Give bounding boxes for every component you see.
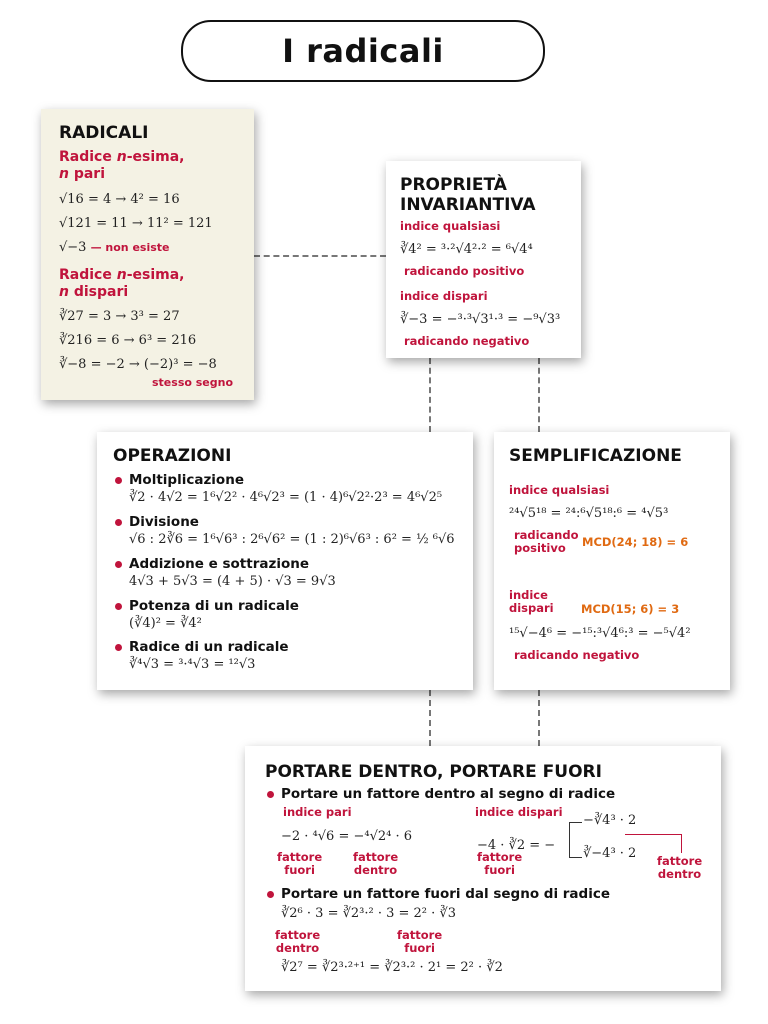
op-label-power: Potenza di un radicale xyxy=(113,598,463,615)
portare-label-pari: indice pari xyxy=(283,805,352,819)
portare-bullet-dentro: Portare un fattore dentro al segno di radice xyxy=(265,786,615,803)
portare-card xyxy=(245,746,721,991)
semplificazione-heading: SEMPLIFICAZIONE xyxy=(509,446,682,466)
proprieta-heading-line2: INVARIANTIVA xyxy=(400,195,536,215)
proprieta-heading-line1: PROPRIETÀ xyxy=(400,175,507,195)
odd-title-n: n xyxy=(116,267,127,283)
semp-positivo-line2: positivo xyxy=(514,541,566,555)
even-sub: pari xyxy=(68,166,106,182)
portare-fuori-1-line2: fuori xyxy=(284,863,315,877)
semp-mcd-1: MCD(24; 18) = 6 xyxy=(582,535,689,549)
proprieta-label-negativo: radicando negativo xyxy=(404,334,530,348)
op-formula-multiplication: ∛2 · 4√2 = 1⁶√2² · 4⁶√2³ = (1 · 4)⁶√2²·2³ = 4⁶√2⁵ xyxy=(129,490,443,505)
radicali-heading: RADICALI xyxy=(59,123,149,143)
semp-label-positivo xyxy=(514,529,579,555)
stesso-segno-note: stesso segno xyxy=(152,376,234,389)
portare-fuori-2-line2: fuori xyxy=(484,863,515,877)
semp-label-qualsiasi: indice qualsiasi xyxy=(509,483,610,497)
op-formula-root: ∛⁴√3 = ³·⁴√3 = ¹²√3 xyxy=(129,657,256,672)
connector-proprieta-semplificazione xyxy=(538,358,540,432)
portare-eq-dispari-top: −∛4³ · 2 xyxy=(583,813,637,828)
op-label-division: Divisione xyxy=(113,514,463,531)
portare-fuori-3-line2: fuori xyxy=(404,941,435,955)
op-label-addition: Addizione e sottrazione xyxy=(113,556,463,573)
connector-radicali-proprieta xyxy=(254,255,386,257)
op-item-power xyxy=(113,598,463,633)
portare-dentro-connector xyxy=(625,834,682,853)
page-title: I radicali xyxy=(282,32,444,70)
portare-label-dentro-2 xyxy=(657,855,702,881)
portare-heading: PORTARE DENTRO, PORTARE FUORI xyxy=(265,762,602,782)
op-item-division xyxy=(113,514,463,549)
radicali-example-2: √121 = 11 → 11² = 121 xyxy=(59,216,213,231)
semp-positivo-line1: radicando xyxy=(514,528,579,542)
radicali-card xyxy=(41,109,254,400)
proprieta-label-qualsiasi: indice qualsiasi xyxy=(400,219,501,233)
even-title-n: n xyxy=(116,149,127,165)
even-title-b: -esima, xyxy=(126,149,185,165)
portare-dentro-3-line2: dentro xyxy=(275,941,320,955)
op-formula-power: (∛4)² = ∛4² xyxy=(129,616,202,631)
portare-fuori-1-line1: fattore xyxy=(277,850,323,864)
proprieta-equation-1: ∛4² = ³·²√4²·² = ⁶√4⁴ xyxy=(400,242,533,257)
radicali-example-1: √16 = 4 → 4² = 16 xyxy=(59,192,180,207)
portare-label-fuori-3 xyxy=(397,929,442,955)
portare-label-fuori-2 xyxy=(477,851,522,877)
odd-title-b: -esima, xyxy=(126,267,185,283)
even-root-title xyxy=(59,149,184,183)
op-item-addition xyxy=(113,556,463,591)
proprieta-heading xyxy=(400,175,536,215)
radicali-example-3-eq: √−3 xyxy=(59,240,87,255)
portare-brace xyxy=(569,822,582,858)
op-item-root xyxy=(113,639,463,674)
portare-label-dentro-3 xyxy=(275,929,320,955)
odd-sub-n: n xyxy=(59,284,69,300)
even-sub-n: n xyxy=(59,166,69,182)
radicali-example-4: ∛27 = 3 → 3³ = 27 xyxy=(59,309,180,324)
portare-dentro-1-line2: dentro xyxy=(353,863,398,877)
portare-dentro-2-line2: dentro xyxy=(657,867,702,881)
portare-dentro-3-line1: fattore xyxy=(275,928,321,942)
non-esiste-note: — non esiste xyxy=(90,241,170,254)
operazioni-card xyxy=(97,432,473,690)
portare-eq-out-1: ∛2⁶ · 3 = ∛2³·² · 3 = 2² · ∛3 xyxy=(281,906,456,921)
semp-equation-1: ²⁴√5¹⁸ = ²⁴:⁶√5¹⁸:⁶ = ⁴√5³ xyxy=(509,506,669,521)
op-formula-addition: 4√3 + 5√3 = (4 + 5) · √3 = 9√3 xyxy=(129,574,336,589)
connector-semplificazione-portare xyxy=(538,690,540,746)
semp-label-negativo: radicando negativo xyxy=(514,648,640,662)
portare-label-dispari: indice dispari xyxy=(475,805,563,819)
semp-label-dispari xyxy=(509,589,554,615)
portare-eq-dispari-left: −4 · ∛2 = − xyxy=(477,838,556,853)
proprieta-card xyxy=(386,161,581,358)
proprieta-label-dispari: indice dispari xyxy=(400,289,488,303)
operazioni-heading: OPERAZIONI xyxy=(113,446,232,466)
portare-dentro-2-line1: fattore xyxy=(657,854,703,868)
odd-sub: dispari xyxy=(68,284,129,300)
semp-dispari-line2: dispari xyxy=(509,601,554,615)
odd-root-title xyxy=(59,267,184,301)
portare-label-dentro-1 xyxy=(353,851,398,877)
semp-mcd-2: MCD(15; 6) = 3 xyxy=(581,602,680,616)
radicali-example-6: ∛−8 = −2 → (−2)³ = −8 xyxy=(59,357,217,372)
proprieta-equation-2: ∛−3 = −³·³√3¹·³ = −⁹√3³ xyxy=(400,312,561,327)
portare-dentro-1-line1: fattore xyxy=(353,850,399,864)
portare-label-fuori-1 xyxy=(277,851,322,877)
op-label-multiplication: Moltiplicazione xyxy=(113,472,463,489)
connector-proprieta-operazioni xyxy=(429,358,431,432)
page-title-box xyxy=(181,20,545,82)
connector-operazioni-portare xyxy=(429,690,431,746)
semp-dispari-line1: indice xyxy=(509,588,548,602)
op-item-multiplication xyxy=(113,472,463,507)
portare-fuori-2-line1: fattore xyxy=(477,850,523,864)
semplificazione-card xyxy=(494,432,730,690)
even-title-a: Radice xyxy=(59,149,117,165)
radicali-example-3 xyxy=(59,239,170,257)
op-formula-division: √6 : 2∛6 = 1⁶√6³ : 2⁶√6² = (1 : 2)⁶√6³ : 6² = ½ ⁶√6 xyxy=(129,532,455,547)
portare-eq-out-2: ∛2⁷ = ∛2³·²⁺¹ = ∛2³·² · 2¹ = 2² · ∛2 xyxy=(281,960,503,975)
radicali-example-5: ∛216 = 6 → 6³ = 216 xyxy=(59,333,197,348)
portare-eq-pari: −2 · ⁴√6 = −⁴√2⁴ · 6 xyxy=(281,829,413,844)
semp-equation-2: ¹⁵√−4⁶ = −¹⁵:³√4⁶:³ = −⁵√4² xyxy=(509,626,691,641)
portare-fuori-3-line1: fattore xyxy=(397,928,443,942)
odd-title-a: Radice xyxy=(59,267,117,283)
op-label-root: Radice di un radicale xyxy=(113,639,463,656)
portare-eq-dispari-bottom: ∛−4³ · 2 xyxy=(583,846,637,861)
portare-bullet-fuori: Portare un fattore fuori dal segno di radice xyxy=(265,886,610,903)
proprieta-label-positivo: radicando positivo xyxy=(404,264,525,278)
